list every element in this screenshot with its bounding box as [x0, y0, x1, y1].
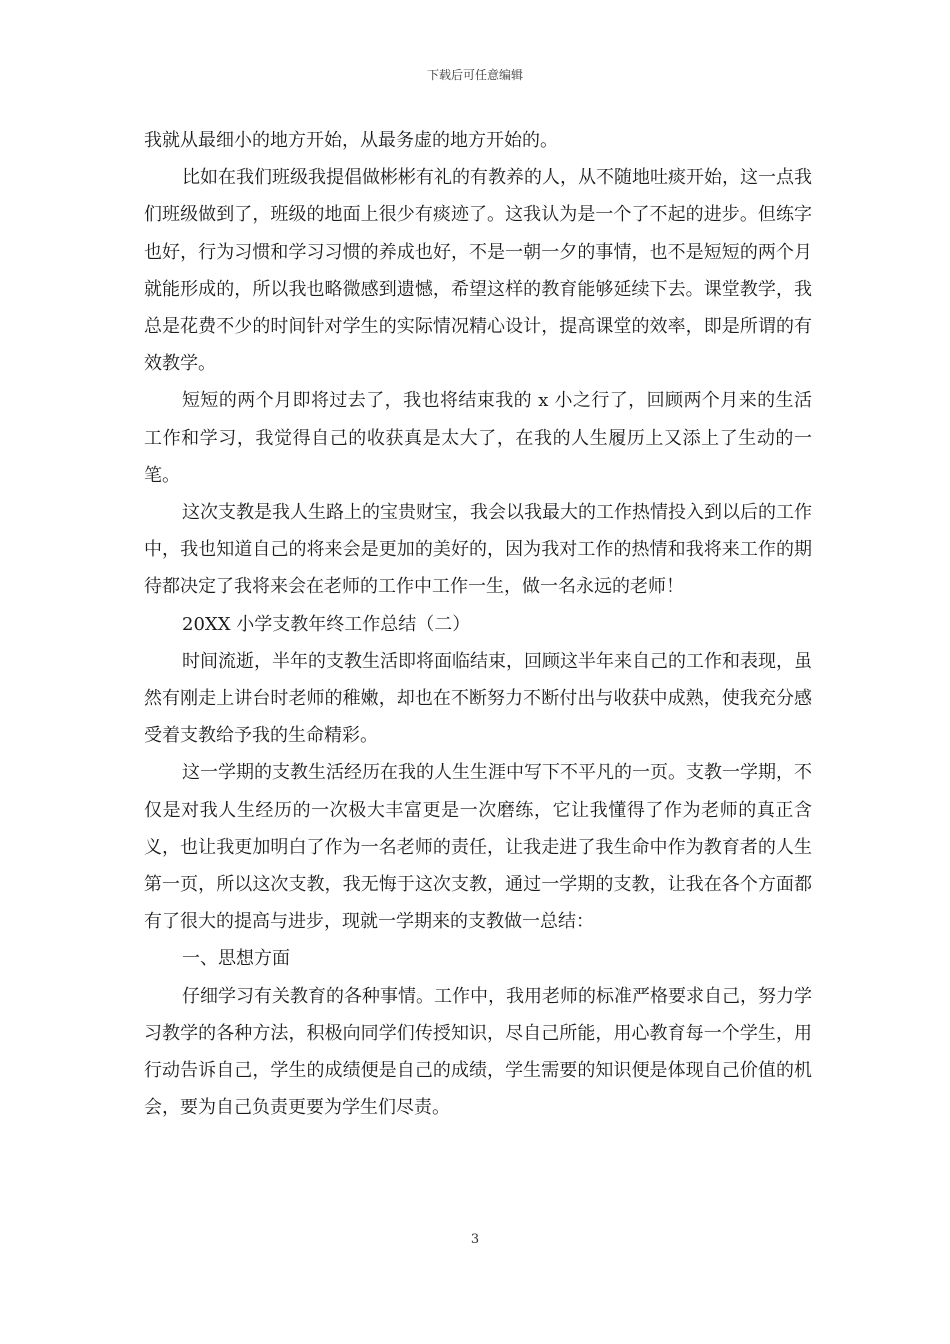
paragraph: 这一学期的支教生活经历在我的人生生涯中写下不平凡的一页。支教一学期，不仅是对我人生经历的一次极大丰富更是一次磨练，它让我懂得了作为老师的真正含义，也让我更加明白了作为一名老师的责任，让我走进了我生命中作为教育者的人生第一页，所以这次支教，我无悔于这次支教，通过一学期的支教，让我在各个方面都有了很大的提高与进步，现就一学期来的支教做一总结： — [144, 762, 812, 933]
paragraph-continuation: 我就从最细小的地方开始，从最务虚的地方开始的。 — [144, 130, 558, 151]
subsection-heading: 一、思想方面 — [182, 948, 290, 970]
paragraph: 比如在我们班级我提倡做彬彬有礼的有教养的人，从不随地吐痰开始，这一点我们班级做到了，班级的地面上很少有痰迹了。这我认为是一个了不起的进步。但练字也好，行为习惯和学习习惯的养成也好，不是一朝一夕的事情，也不是短短的两个月就能形成的，所以我也略微感到遗憾，希望这样的教育能够延续下去。课堂教学，我总是花费不少的时间针对学生的实际情况精心设计，提高课堂的效率，即是所谓的有效教学。 — [144, 167, 812, 375]
paragraph: 时间流逝，半年的支教生活即将面临结束，回顾这半年来自己的工作和表现，虽然有刚走上讲台时老师的稚嫩，却也在不断努力不断付出与收获中成熟，使我充分感受着支教给予我的生命精彩。 — [144, 650, 812, 747]
page-header: 下载后可任意编辑 — [426, 68, 523, 82]
paragraph: 短短的两个月即将过去了，我也将结束我的 x 小之行了，回顾两个月来的生活工作和学习，我觉得自己的收获真是太大了，在我的人生履历上又添上了生动的一笔。 — [144, 390, 812, 486]
document-body — [144, 122, 812, 1126]
paragraph: 这次支教是我人生路上的宝贵财宝，我会以我最大的工作热情投入到以后的工作中，我也知道自己的将来会是更加的美好的，因为我对工作的热情和我将来工作的期待都决定了我将来会在老师的工作中工作一生，做一名永远的老师！ — [144, 502, 812, 598]
paragraph: 仔细学习有关教育的各种事情。工作中，我用老师的标准严格要求自己，努力学习教学的各种方法，积极向同学们传授知识，尽自己所能，用心教育每一个学生，用行动告诉自己，学生的成绩便是自己的成绩，学生需要的知识便是体现自己价值的机会，要为自己负责更要为学生们尽责。 — [144, 985, 812, 1119]
page-number: 3 — [470, 1232, 480, 1247]
section-title: 20XX 小学支教年终工作总结（二） — [182, 613, 471, 635]
